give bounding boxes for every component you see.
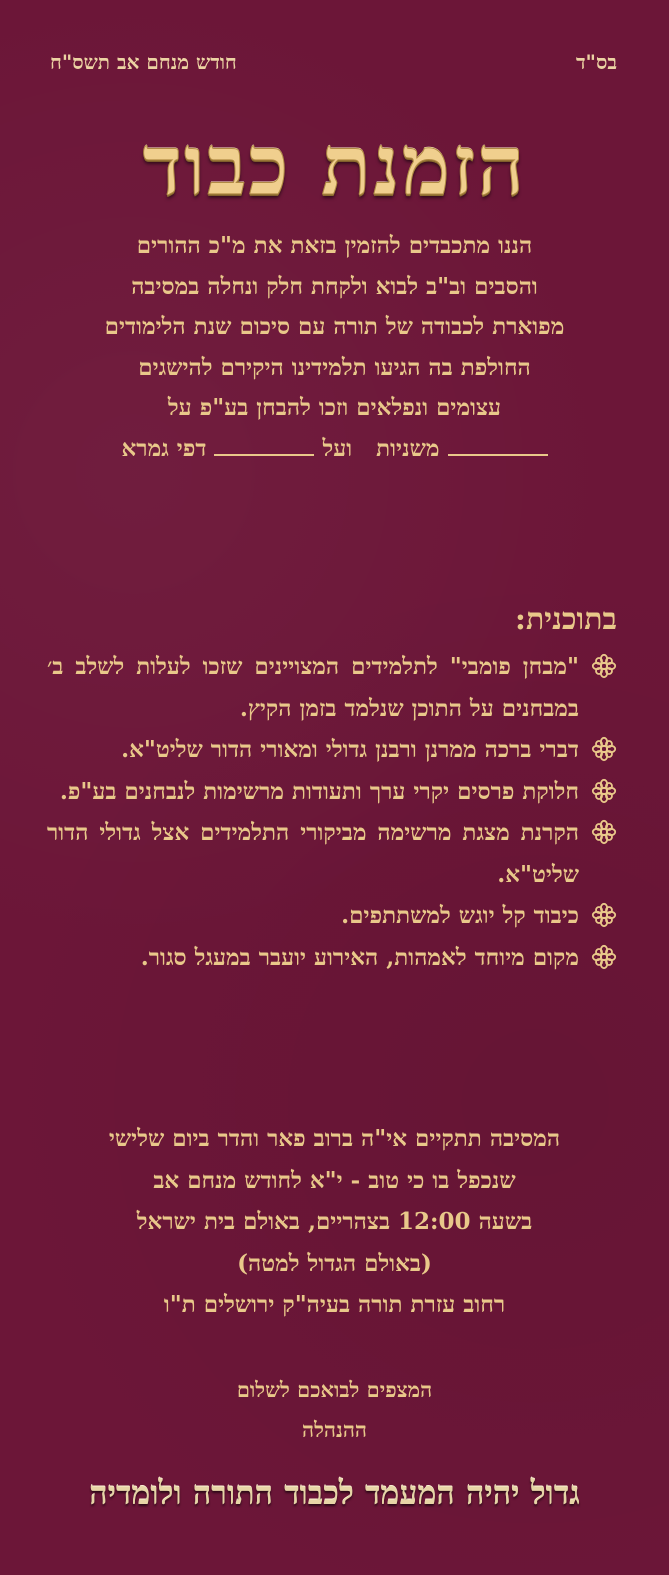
intro-line: עצומים ונפלאים וזכו להבחן בע"פ על	[167, 394, 502, 421]
flower-icon	[591, 944, 617, 970]
bsd-mark: בס"ד	[575, 50, 617, 74]
program-item	[47, 729, 617, 771]
event-line: שנכפל בו כי טוב - י"א לחודש מנחם אב	[153, 1166, 516, 1194]
event-details	[0, 1118, 669, 1326]
exam-amount-line	[40, 429, 629, 470]
mishnayot-blank	[448, 434, 548, 456]
management-signature: ההנהלה	[302, 1417, 367, 1442]
gemara-label: דפי גמרא	[121, 434, 207, 462]
program-item	[47, 771, 617, 813]
program-list	[47, 646, 617, 978]
flower-icon	[591, 778, 617, 804]
program-item	[47, 895, 617, 937]
invitation-title: הזמנת כבוד	[142, 118, 527, 214]
event-line: המסיבה תתקיים אי"ה ברוב פאר והדר ביום שלישי	[108, 1125, 561, 1152]
hebrew-date: חודש מנחם אב תשס"ח	[50, 50, 237, 74]
footer-slogan: גדול יהיה המעמד לכבוד התורה ולומדיה	[89, 1474, 580, 1512]
program-item	[47, 812, 617, 895]
program-item-text: חלוקת פרסים יקרי ערך ותעודות מרשימות לנבחנים בע"פ.	[59, 777, 579, 805]
program-item-text: "מבחן פומבי" לתלמידים המצויינים שזכו לעלות לשלב ב׳ במבחנים על התוכן שנלמד בזמן הקיץ.	[47, 653, 579, 722]
intro-line: החולפת בה הגיעו תלמידינו היקירם להישגים	[138, 353, 531, 381]
program-item-text: מקום מיוחד לאמהות, האירוע יועבר במעגל סגור.	[140, 943, 579, 971]
mishnayot-label: משניות	[376, 434, 440, 462]
intro-line: מפוארת לכבודה של תורה עם סיכום שנת הלימודים	[104, 313, 565, 340]
flower-icon	[591, 902, 617, 928]
program-item	[47, 646, 617, 729]
signature-block	[0, 1370, 669, 1450]
intro-line: הננו מתכבדים להזמין בזאת את מ"כ ההורים	[136, 232, 533, 259]
flower-icon	[591, 736, 617, 762]
and-on-label: ועל	[322, 434, 353, 462]
intro-text	[40, 226, 629, 469]
program-title: בתוכנית:	[514, 602, 617, 637]
closing-line: המצפים לבואכם לשלום	[236, 1377, 433, 1402]
flower-icon	[591, 653, 617, 679]
event-line: (באולם הגדול למטה)	[237, 1249, 432, 1277]
flower-icon	[591, 819, 617, 845]
event-line: בשעה 12:00 בצהריים, באולם בית ישראל	[136, 1208, 533, 1235]
intro-line: והסבים וב"ב לבוא ולקחת חלק ונחלה במסיבה	[131, 272, 538, 300]
program-item-text: כיבוד קל יוגש למשתתפים.	[341, 902, 579, 929]
program-item-text: הקרנת מצגת מרשימה מביקורי התלמידים אצל גדולי הדור שליט"א.	[47, 819, 579, 888]
event-line: רחוב עזרת תורה בעיה"ק ירושלים ת"ו	[163, 1291, 506, 1318]
program-item	[47, 937, 617, 979]
gemara-blank	[214, 434, 314, 456]
program-item-text: דברי ברכה ממרנן ורבנן גדולי ומאורי הדור שליט"א.	[121, 736, 579, 763]
